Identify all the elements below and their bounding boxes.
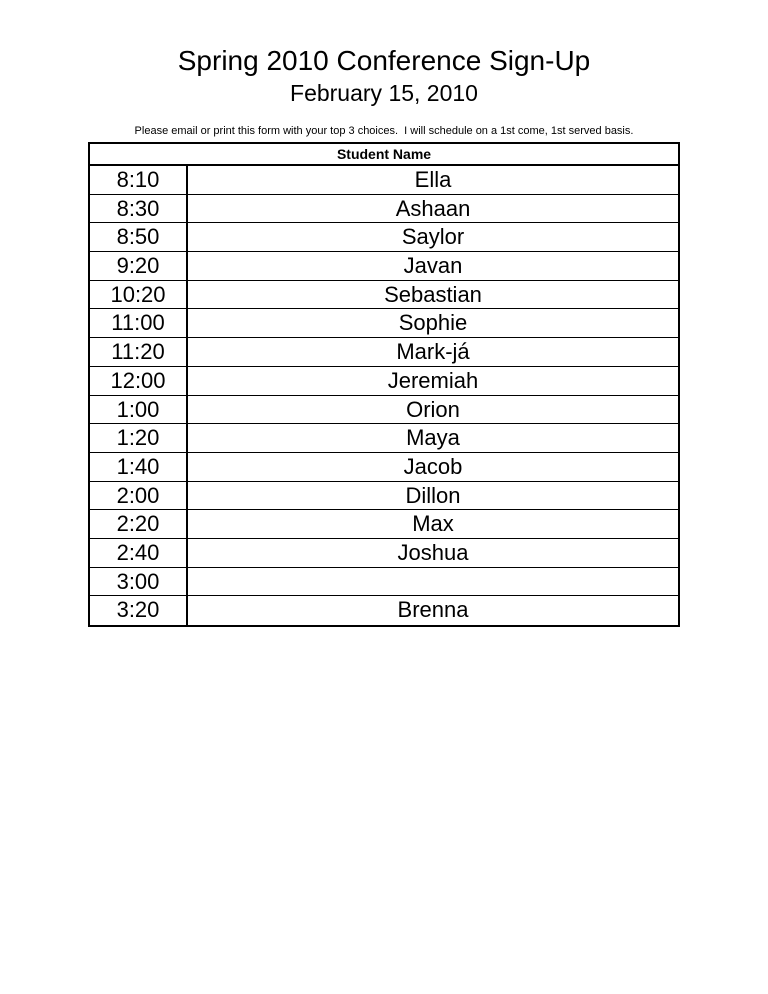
- student-name-cell: Mark-já: [396, 339, 470, 365]
- time-slot-cell: 12:00: [90, 367, 188, 395]
- table-row: [90, 396, 678, 425]
- time-slot-cell: 3:00: [90, 568, 188, 596]
- table-row: [90, 309, 678, 338]
- student-name-cell: Joshua: [397, 539, 469, 565]
- time-slot-cell: 2:40: [90, 539, 188, 567]
- time-slot-cell: 1:00: [90, 396, 188, 424]
- table-row: [90, 596, 678, 625]
- table-row: [90, 568, 678, 597]
- time-slot-cell: 1:40: [90, 453, 188, 481]
- student-name-cell: Saylor: [401, 224, 465, 250]
- student-name-cell: Sebastian: [384, 281, 482, 307]
- page-title: Spring 2010 Conference Sign-Up: [177, 45, 591, 76]
- table-header-row: [90, 144, 678, 166]
- student-name-cell: [188, 568, 678, 596]
- time-slot-cell: 2:20: [90, 510, 188, 538]
- student-name-cell: Jeremiah: [387, 367, 479, 393]
- table-row: [90, 510, 678, 539]
- table-row: [90, 195, 678, 224]
- student-name-cell: Jacob: [403, 453, 463, 479]
- time-slot-cell: 2:00: [90, 482, 188, 510]
- table-row: [90, 338, 678, 367]
- time-slot-cell: 1:20: [90, 424, 188, 452]
- instructions-note: Please email or print this form with your top 3 choices. I will schedule on a 1st come, 1st served basis.: [134, 125, 634, 137]
- table-row: [90, 482, 678, 511]
- table-row: [90, 424, 678, 453]
- student-name-cell: Orion: [406, 396, 460, 422]
- time-slot-cell: 9:20: [90, 252, 188, 280]
- table-row: [90, 539, 678, 568]
- time-slot-cell: 8:10: [90, 166, 188, 194]
- table-row: [90, 223, 678, 252]
- table-row: [90, 453, 678, 482]
- student-name-cell: Maya: [406, 425, 460, 451]
- student-name-cell: Ella: [414, 167, 452, 192]
- time-slot-cell: 8:30: [90, 195, 188, 223]
- time-slot-cell: 8:50: [90, 223, 188, 251]
- page-date: February 15, 2010: [290, 80, 478, 106]
- student-name-cell: Dillon: [405, 482, 461, 508]
- student-name-cell: Ashaan: [395, 195, 471, 221]
- table-row: [90, 166, 678, 195]
- column-header-student-name: Student Name: [336, 146, 432, 162]
- table-row: [90, 281, 678, 310]
- student-name-cell: Brenna: [397, 597, 469, 623]
- table-row: [90, 252, 678, 281]
- table-body: [90, 166, 678, 625]
- time-slot-cell: 3:20: [90, 596, 188, 625]
- time-slot-cell: 11:20: [90, 338, 188, 366]
- student-name-cell: Max: [412, 511, 454, 537]
- student-name-cell: Javan: [403, 253, 463, 279]
- table-row: [90, 367, 678, 396]
- time-slot-cell: 10:20: [90, 281, 188, 309]
- signup-table: [88, 142, 680, 627]
- student-name-cell: Sophie: [398, 310, 468, 336]
- time-slot-cell: 11:00: [90, 309, 188, 337]
